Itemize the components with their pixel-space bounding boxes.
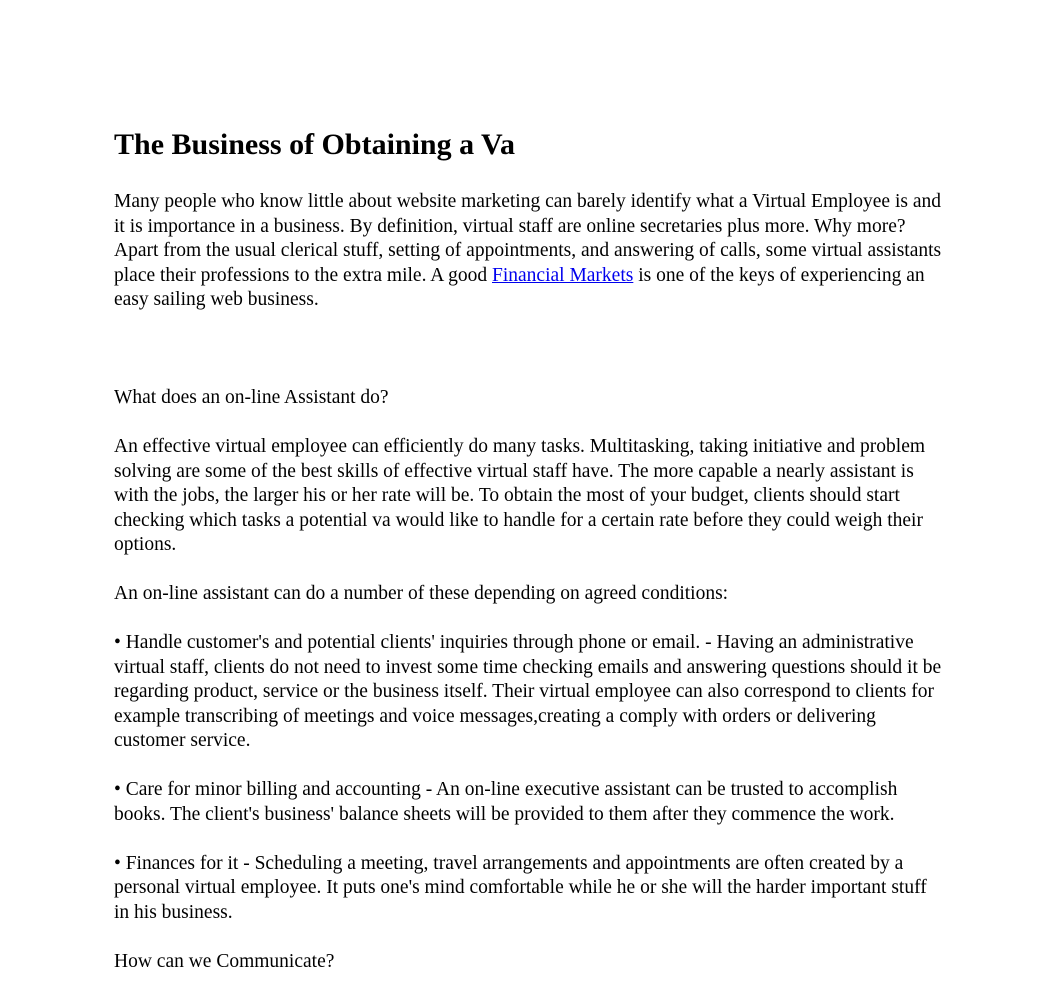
intro-paragraph: [114, 190, 944, 313]
bullet-billing: • Care for minor billing and accounting - An on-line executive assistant can be trusted to accomplish books. The client's business' balance sheets will be provided to them after they commence the work.: [114, 779, 898, 825]
article-title: The Business of Obtaining a Va: [114, 128, 515, 161]
bullet-finances: • Finances for it - Scheduling a meeting, travel arrangements and appointments are often created by a personal virtual employee. It puts one's mind comfortable while he or she will the harder important stuff in his business.: [114, 852, 927, 923]
paragraph-effective: An effective virtual employee can efficiently do many tasks. Multitasking, taking initiative and problem solving are some of the best skills of effective virtual staff have. The more capable a nearly assistant is with the jobs, the larger his or her rate will be. To obtain the most of your budget, clients should start checking which tasks a potential va would like to handle for a certain rate before they could weigh their options.: [114, 436, 926, 555]
intro-text-after-link: is one of the keys of experiencing an easy sailing web business.: [114, 264, 925, 310]
financial-markets-link[interactable]: Financial Markets: [492, 264, 634, 286]
bullet-inquiries: • Handle customer's and potential clients' inquiries through phone or email. - Having an administrative virtual staff, clients do not need to invest some time checking emails and answering questions should it be regarding product, service or the business itself. Their virtual employee can also correspond to clients for example transcribing of meetings and voice messages,creating a comply with orders or delivering customer service.: [114, 632, 942, 751]
article: [114, 126, 944, 999]
section-heading-what: What does an on-line Assistant do?: [114, 387, 389, 408]
paragraph-number: An on-line assistant can do a number of these depending on agreed conditions:: [114, 583, 729, 604]
section-heading-communicate: How can we Communicate?: [114, 950, 335, 972]
intro-text-before-link: Many people who know little about website marketing can barely identify what a Virtual Employee is and it is importance in a business. By definition, virtual staff are online secretaries plus more. Why more? Apart from the usual clerical stuff, setting of appointments, and answering of calls, some virtual assistants place their professions to the extra mile. A good: [114, 191, 942, 286]
paragraph-spacer: [114, 337, 944, 386]
